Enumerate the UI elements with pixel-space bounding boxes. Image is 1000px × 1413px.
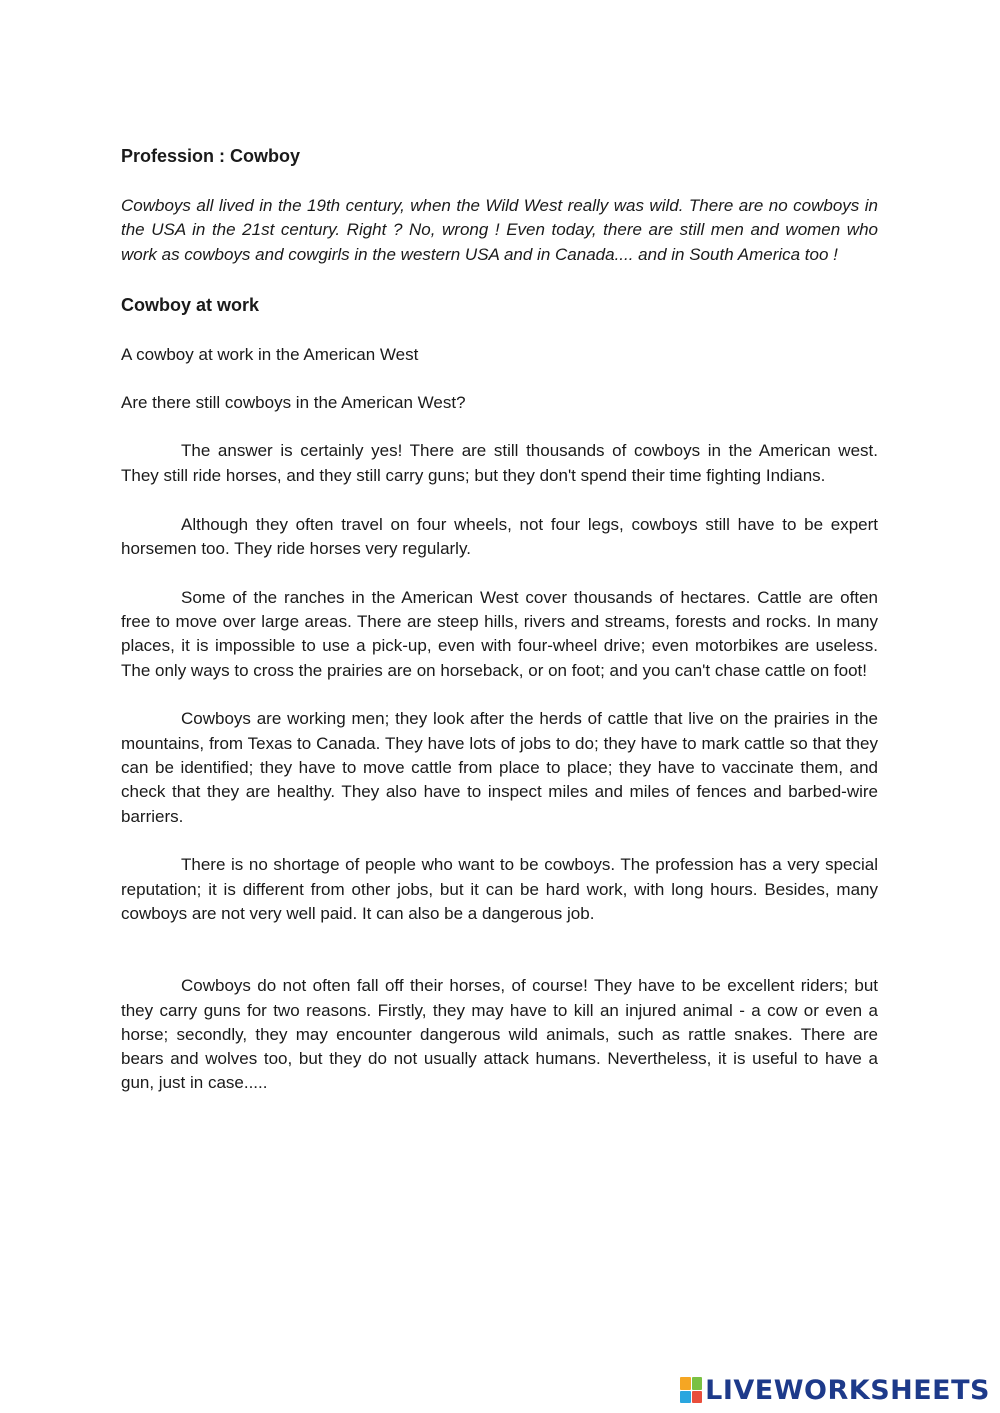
body-paragraph-4: Cowboys are working men; they look after the herds of cattle that live on the prairies in the mountains, from Texas to Canada. They have lots of jobs to do; they have to mark cattle so that they can be identified; they have to move cattle from place to place; they have to vaccinate them, and check that they are healthy. They also have to inspect miles and miles of fences and barbed-wire barriers. xyxy=(121,709,878,826)
body-paragraph-2: Although they often travel on four wheels, not four legs, cowboys still have to be expert horsemen too. They ride horses very regularly. xyxy=(121,514,878,558)
body-paragraph-1: The answer is certainly yes! There are still thousands of cowboys in the American west. They still ride horses, and they still carry guns; but they don't spend their time fighting Indians. xyxy=(121,441,878,485)
logo-square-4 xyxy=(692,1391,703,1404)
logo-square-2 xyxy=(692,1377,703,1390)
intro-paragraph: Cowboys all lived in the 19th century, when the Wild West really was wild. There are no cowboys in the USA in the 21st century. Right ? No, wrong ! Even today, there are still men and women who work as cowboys and cowgirls in the western USA and in Canada.... and in South America too ! xyxy=(121,196,878,264)
section-question: Are there still cowboys in the American West? xyxy=(121,393,466,413)
liveworksheets-logo[interactable] xyxy=(680,1373,990,1407)
liveworksheets-logo-icon xyxy=(680,1377,702,1403)
body-paragraph-5: There is no shortage of people who want to be cowboys. The profession has a very special reputation; it is different from other jobs, but it can be hard work, with long hours. Besides, many cowboys are not very well paid. It can also be a dangerous job. xyxy=(121,855,878,923)
logo-square-1 xyxy=(680,1377,691,1390)
body-paragraph-3: Some of the ranches in the American West cover thousands of hectares. Cattle are often free to move over large areas. There are steep hills, rivers and streams, forests and rocks. In many places, it is impossible to use a pick-up, even with four-wheel drive; even motorbikes are useless. The only ways to cross the prairies are on horseback, or on foot; and you can't chase cattle on foot! xyxy=(121,587,878,680)
page-title: Profession : Cowboy xyxy=(121,146,301,166)
section-heading: Cowboy at work xyxy=(121,294,260,315)
logo-square-3 xyxy=(680,1391,691,1404)
worksheet-page xyxy=(121,144,878,1120)
liveworksheets-logo-text: LIVEWORKSHEETS xyxy=(705,1374,990,1406)
image-caption: A cowboy at work in the American West xyxy=(121,344,419,364)
body-paragraph-6: Cowboys do not often fall off their horses, of course! They have to be excellent riders; but they carry guns for two reasons. Firstly, they may have to kill an injured animal - a cow or even a horse; secondly, they may encounter dangerous wild animals, such as rattle snakes. There are bears and wolves too, but they do not usually attack humans. Nevertheless, it is useful to have a gun, just in case..... xyxy=(121,976,878,1093)
